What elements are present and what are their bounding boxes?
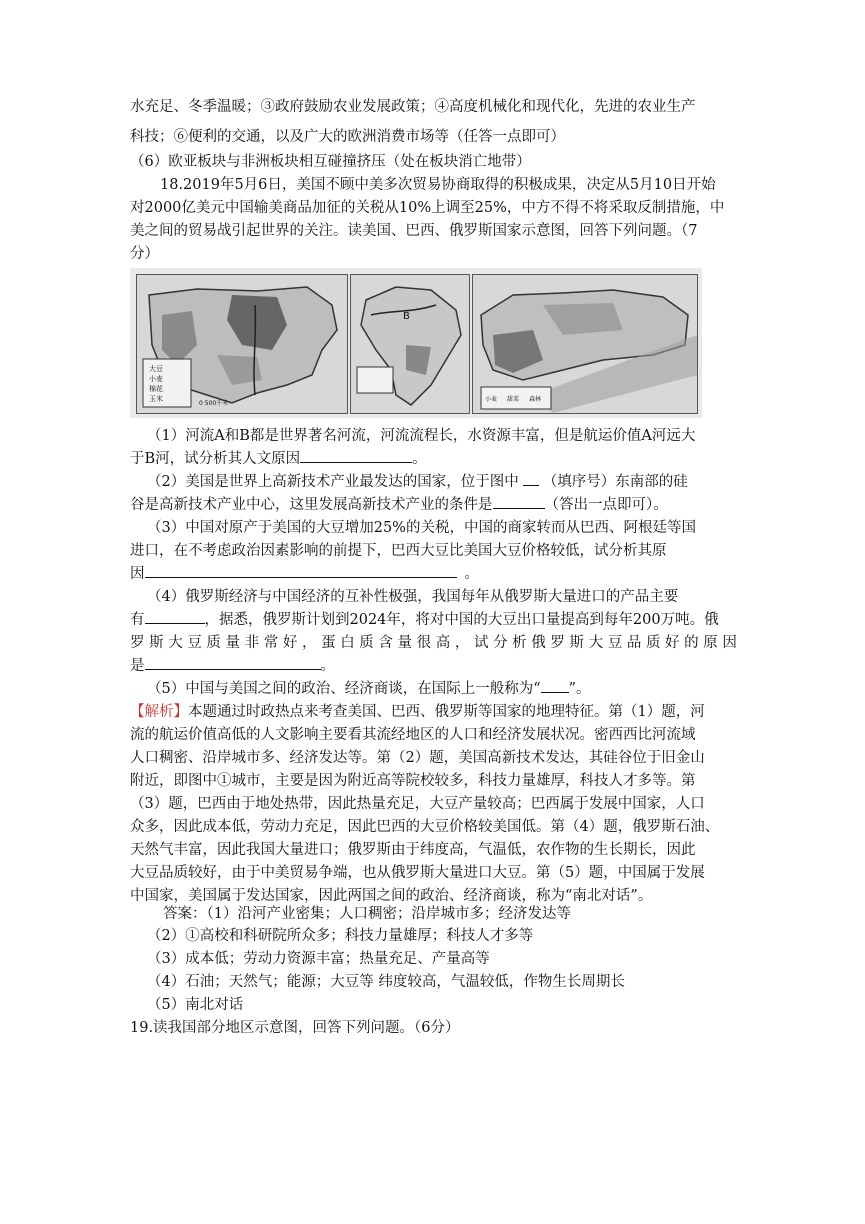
text-line xyxy=(130,609,719,631)
answer-line: （4）石油；天然气；能源；大豆等 纬度较高，气温较低，作物生长周期长 xyxy=(147,974,625,990)
q5-text: ”。 xyxy=(568,681,591,697)
text-line xyxy=(147,678,591,700)
analysis-line: 流的航运价值高低的人文影响主要看其流经地区的人口和经济发展状况。密西西比河流域 xyxy=(130,727,696,743)
q2-text: 谷是高新技术产业中心，这里发展高新技术产业的条件是 xyxy=(130,497,493,513)
analysis-line: 大豆品质较好，由于中美贸易争端，也从俄罗斯大量进口大豆。第（5）题，中国属于发展 xyxy=(130,865,705,881)
question-18-stem: 18.2019年5月6日，美国不顾中美多次贸易协商取得的积极成果，决定从5月10日开始 xyxy=(160,177,716,193)
legend-label: 大豆 xyxy=(149,365,163,373)
legend-label: 小麦 xyxy=(149,375,163,383)
legend-label: 玉米 xyxy=(149,395,163,403)
answer-blank[interactable] xyxy=(145,563,457,578)
brazil-map xyxy=(350,274,470,414)
river-b-label: B xyxy=(403,311,410,322)
answer-blank[interactable] xyxy=(300,448,412,463)
text-line: 美之间的贸易战引起世界的关注。读美国、巴西、俄罗斯国家示意图，回答下列问题。（7 xyxy=(130,223,698,239)
analysis-tag: 【解析】 xyxy=(130,704,188,720)
analysis-line: 人口稠密、沿岸城市多、经济发达等。第（2）题，美国高新技术发达，其硅谷位于旧金山 xyxy=(130,750,705,766)
answer-blank[interactable] xyxy=(145,609,205,624)
q2-text: （2）美国是世界上高新技术产业最发达的国家，位于图中 xyxy=(147,474,519,490)
q5-text: （5）中国与美国之间的政治、经济商谈，在国际上一般称为“ xyxy=(147,681,541,697)
text-line xyxy=(147,471,688,493)
answer-line: （3）成本低；劳动力资源丰富；热量充足、产量高等 xyxy=(147,951,490,967)
text-line: 进口，在不考虑政治因素影响的前提下，巴西大豆比美国大豆价格较低，试分析其原 xyxy=(130,543,667,559)
punct: 。 xyxy=(320,658,335,674)
analysis-line: 众多，因此成本低，劳动力充足，因此巴西的大豆价格较美国低。第（4）题，俄罗斯石油、 xyxy=(130,819,720,835)
punct: 。 xyxy=(464,566,479,582)
punct: 。 xyxy=(412,451,427,467)
legend-label: 棉花 xyxy=(149,385,163,393)
text-line xyxy=(130,448,427,470)
text-line xyxy=(130,563,479,585)
text-line: 科技；⑥便利的交通，以及广大的欧洲消费市场等（任答一点即可） xyxy=(130,129,565,145)
analysis-line: 天然气丰富，因此我国大量进口；俄罗斯由于纬度高，气温低，农作物的生长期长，因此 xyxy=(130,842,696,858)
q4-text: 有 xyxy=(130,612,145,628)
answer-blank[interactable] xyxy=(541,678,569,693)
analysis-text: 本题通过时政热点来考查美国、巴西、俄罗斯等国家的地理特征。第（1）题，河 xyxy=(188,704,705,720)
analysis-line xyxy=(130,701,705,723)
country-maps-figure xyxy=(130,268,702,418)
answer-line: 答案：（1）沿河产业密集；人口稠密；沿岸城市多；经济发达等 xyxy=(163,906,571,922)
q4-text: ，据悉，俄罗斯计划到2024年，将对中国的大豆出口量提高到每年200万吨。俄 xyxy=(204,612,719,628)
analysis-line: （3）题，巴西由于地处热带，因此热量充足，大豆产量较高；巴西属于发展中国家，人口 xyxy=(130,796,705,812)
question-19-stem: 19.读我国部分地区示意图，回答下列问题。（6分） xyxy=(130,1020,460,1036)
text-line: （1）河流A和B都是世界著名河流，河流流程长，水资源丰富，但是航运价值A河远大 xyxy=(147,428,696,444)
text-line: 罗 斯 大 豆 质 量 非 常 好 ， 蛋 白 质 含 量 很 高 ， 试 分 析 俄 罗 斯 大 豆 品 质 好 的 原 因 xyxy=(130,635,737,651)
text-line xyxy=(130,494,668,516)
answer-blank[interactable] xyxy=(523,471,539,486)
legend-label: 森林 xyxy=(529,396,542,403)
usa-map xyxy=(136,274,348,414)
q2-text: （答出一点即可）。 xyxy=(544,497,668,513)
answer-blank[interactable] xyxy=(493,494,545,509)
answer-line: （5）南北对话 xyxy=(147,997,244,1013)
q3-text: 因 xyxy=(130,566,145,582)
scale-label: 0 500千米 xyxy=(199,400,229,407)
answer-blank[interactable] xyxy=(145,655,321,670)
text-line: （4）俄罗斯经济与中国经济的互补性极强，我国每年从俄罗斯大量进口的产品主要 xyxy=(147,589,679,605)
legend-label: 甜菜 xyxy=(507,396,520,403)
russia-map xyxy=(472,274,698,414)
text-line xyxy=(130,655,335,677)
analysis-line: 中国家，美国属于发达国家，因此两国之间的政治、经济商谈，称为“南北对话”。 xyxy=(130,888,653,904)
text-line: 对2000亿美元中国输美商品加征的关税从10%上调至25%，中方不得不将采取反制措施，中 xyxy=(130,200,725,216)
answer-line: （2）①高校和科研院所众多；科技力量雄厚；科技人才多等 xyxy=(147,928,534,944)
q2-text: （填序号）东南部的硅 xyxy=(542,474,688,490)
analysis-line: 附近，即图中①城市，主要是因为附近高等院校较多，科技力量雄厚，科技人才多等。第 xyxy=(130,773,696,789)
legend-label: 小麦 xyxy=(485,396,498,403)
q4-text: 是 xyxy=(130,658,145,674)
text-line: 分） xyxy=(130,246,159,262)
text-line: 水充足、冬季温暖；③政府鼓励农业发展政策；④高度机械化和现代化，先进的农业生产 xyxy=(130,99,696,115)
text-line: （6）欧亚板块与非洲板块相互碰撞挤压（处在板块消亡地带） xyxy=(130,154,531,170)
q1-text: 于B河，试分析其人文原因 xyxy=(130,451,301,467)
text-line: （3）中国对原产于美国的大豆增加25%的关税，中国的商家转而从巴西、阿根廷等国 xyxy=(147,520,696,536)
